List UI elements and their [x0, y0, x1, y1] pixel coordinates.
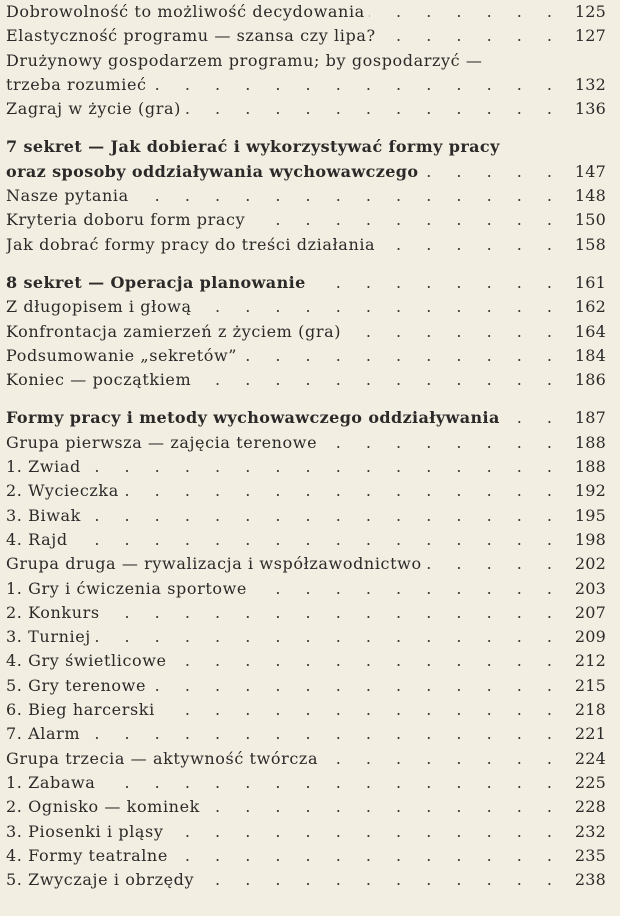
page-number: 225 — [574, 772, 606, 792]
dot-leader — [251, 577, 562, 601]
toc-entry[interactable] — [6, 295, 606, 319]
toc-entry[interactable] — [6, 184, 606, 208]
toc-heading-entry[interactable] — [6, 135, 606, 159]
entry-title: 7 sekret — Jak dobierać i wykorzystywać formy pracy — [6, 137, 500, 157]
section-gap — [6, 121, 606, 135]
toc-entry[interactable] — [6, 97, 606, 121]
toc-heading-entry[interactable] — [6, 160, 606, 184]
dot-leader — [84, 722, 562, 746]
toc-entry[interactable] — [6, 344, 606, 368]
page-number: 215 — [574, 675, 606, 695]
entry-title: Jak dobrać formy pracy do treści działania — [6, 234, 376, 254]
entry-title: trzeba rozumieć — [6, 74, 147, 94]
entry-title: 2. Ognisko — kominek — [6, 797, 200, 817]
page-number: 188 — [574, 457, 606, 477]
entry-title: 6. Bieg harcerski — [6, 700, 155, 720]
page-number: 238 — [574, 870, 606, 890]
toc-entry[interactable] — [6, 747, 606, 771]
dot-leader — [95, 625, 562, 649]
page-number: 203 — [574, 578, 606, 598]
dot-leader — [241, 344, 562, 368]
dot-leader — [249, 208, 562, 232]
entry-title: Grupa trzecia — aktywność twórcza — [6, 748, 319, 768]
page-number: 158 — [574, 234, 606, 254]
page-number: 187 — [574, 408, 606, 428]
dot-leader — [172, 844, 562, 868]
page-number: 150 — [574, 210, 606, 230]
toc-entry[interactable] — [6, 233, 606, 257]
entry-title: Grupa pierwsza — zajęcia terenowe — [6, 432, 318, 452]
dot-leader — [422, 160, 562, 184]
entry-title: Elastyczność programu — szansa czy lipa? — [6, 26, 376, 46]
entry-title: Drużynowy gospodarzem programu; by gospodarzyć — — [6, 50, 483, 70]
entry-title: 4. Formy teatralne — [6, 845, 168, 865]
page-number: 221 — [574, 724, 606, 744]
toc-entry[interactable] — [6, 24, 606, 48]
page-number: 209 — [574, 627, 606, 647]
toc-entry[interactable] — [6, 368, 606, 392]
toc-entry[interactable] — [6, 795, 606, 819]
dot-leader — [196, 295, 562, 319]
dot-leader — [104, 601, 562, 625]
page-number: 184 — [574, 345, 606, 365]
dot-leader — [150, 674, 562, 698]
entry-title: Podsumowanie „sekretów” — [6, 345, 238, 365]
entry-title: Dobrowolność to możliwość decydowania — [6, 2, 365, 21]
dot-leader — [123, 479, 562, 503]
page-number: 192 — [574, 481, 606, 501]
entry-title: 4. Rajd — [6, 529, 68, 549]
page-number: 235 — [574, 845, 606, 865]
toc-entry[interactable] — [6, 552, 606, 576]
toc-entry[interactable] — [6, 868, 606, 892]
dot-leader — [345, 320, 562, 344]
entry-title: 1. Gry i ćwiczenia sportowe — [6, 578, 247, 598]
dot-leader — [379, 233, 562, 257]
toc-entry[interactable] — [6, 820, 606, 844]
toc-entry[interactable] — [6, 455, 606, 479]
dot-leader — [185, 97, 562, 121]
toc-entry[interactable] — [6, 49, 606, 73]
dot-leader — [204, 795, 562, 819]
toc-entry[interactable] — [6, 674, 606, 698]
section-gap — [6, 392, 606, 406]
entry-title: 8 sekret — Operacja planowanie — [6, 272, 306, 292]
entry-title: 1. Zwiad — [6, 457, 81, 477]
entry-title: Kryteria doboru form pracy — [6, 210, 246, 230]
page-number: 136 — [574, 99, 606, 119]
dot-leader — [85, 455, 562, 479]
page-number: 164 — [574, 321, 606, 341]
dot-leader — [322, 747, 562, 771]
dot-leader — [195, 368, 562, 392]
page-number: 186 — [574, 370, 606, 390]
page-number: 162 — [574, 297, 606, 317]
entry-title: 5. Gry terenowe — [6, 675, 147, 695]
section-gap — [6, 257, 606, 271]
toc-entry[interactable] — [6, 577, 606, 601]
table-of-contents-page — [6, 0, 606, 916]
page-number: 195 — [574, 505, 606, 525]
dot-leader — [321, 431, 562, 455]
entry-title: Grupa druga — rywalizacja i współzawodnictwo — [6, 554, 422, 574]
toc-entry[interactable] — [6, 320, 606, 344]
page-number: 228 — [574, 797, 606, 817]
dot-leader — [99, 771, 562, 795]
entry-title: 2. Wycieczka — [6, 481, 119, 501]
dot-leader — [72, 528, 562, 552]
dot-leader — [380, 24, 562, 48]
page-number: 161 — [574, 272, 606, 292]
page-number: 207 — [574, 602, 606, 622]
page-number: 218 — [574, 700, 606, 720]
entry-title: oraz sposoby oddziaływania wychowawczego — [6, 161, 419, 181]
entry-title: 4. Gry świetlicowe — [6, 651, 167, 671]
dot-leader — [198, 868, 562, 892]
dot-leader — [159, 698, 562, 722]
toc-heading-entry[interactable] — [6, 406, 606, 430]
toc-entry[interactable] — [6, 625, 606, 649]
toc-section — [6, 0, 606, 121]
entry-title: 3. Piosenki i pląsy — [6, 821, 164, 841]
dot-leader — [369, 0, 562, 24]
entry-title: 3. Turniej — [6, 627, 91, 647]
toc-entry[interactable] — [6, 208, 606, 232]
entry-title: Zagraj w życie (gra) — [6, 99, 181, 119]
toc-entry[interactable] — [6, 601, 606, 625]
toc-entry[interactable] — [6, 771, 606, 795]
toc-section — [6, 135, 606, 256]
page-number: 125 — [574, 2, 606, 21]
toc-entry[interactable] — [6, 73, 606, 97]
page-number: 224 — [574, 748, 606, 768]
toc-entry[interactable] — [6, 0, 606, 24]
entry-title: 3. Biwak — [6, 505, 81, 525]
page-number: 198 — [574, 529, 606, 549]
page-number: 202 — [574, 554, 606, 574]
toc-entry[interactable] — [6, 479, 606, 503]
page-number: 147 — [574, 161, 606, 181]
dot-leader — [171, 649, 562, 673]
entry-title: Koniec — początkiem — [6, 370, 192, 390]
page-number: 212 — [574, 651, 606, 671]
toc-entry[interactable] — [6, 722, 606, 746]
dot-leader — [133, 184, 562, 208]
toc-entry[interactable] — [6, 431, 606, 455]
toc-entry[interactable] — [6, 698, 606, 722]
dot-leader — [85, 504, 562, 528]
toc-entry[interactable] — [6, 528, 606, 552]
toc-entry[interactable] — [6, 844, 606, 868]
toc-entry[interactable] — [6, 504, 606, 528]
entry-title: Z długopisem i głową — [6, 297, 192, 317]
entry-title: Konfrontacja zamierzeń z życiem (gra) — [6, 321, 342, 341]
page-number: 188 — [574, 432, 606, 452]
page-number: 132 — [574, 74, 606, 94]
entry-title: 5. Zwyczaje i obrzędy — [6, 870, 195, 890]
toc-heading-entry[interactable] — [6, 271, 606, 295]
entry-title: 7. Alarm — [6, 724, 81, 744]
page-number: 127 — [574, 26, 606, 46]
entry-title: 1. Zabawa — [6, 772, 96, 792]
toc-entry[interactable] — [6, 649, 606, 673]
dot-leader — [310, 271, 562, 295]
dot-leader — [504, 406, 562, 430]
toc-section — [6, 406, 606, 892]
dot-leader — [151, 73, 562, 97]
page-number: 148 — [574, 186, 606, 206]
toc-section — [6, 271, 606, 392]
entry-title: Nasze pytania — [6, 186, 129, 206]
dot-leader — [426, 552, 562, 576]
entry-title: 2. Konkurs — [6, 602, 100, 622]
entry-title: Formy pracy i metody wychowawczego oddziaływania — [6, 408, 500, 428]
page-number: 232 — [574, 821, 606, 841]
table-of-contents — [6, 0, 606, 892]
dot-leader — [168, 820, 562, 844]
